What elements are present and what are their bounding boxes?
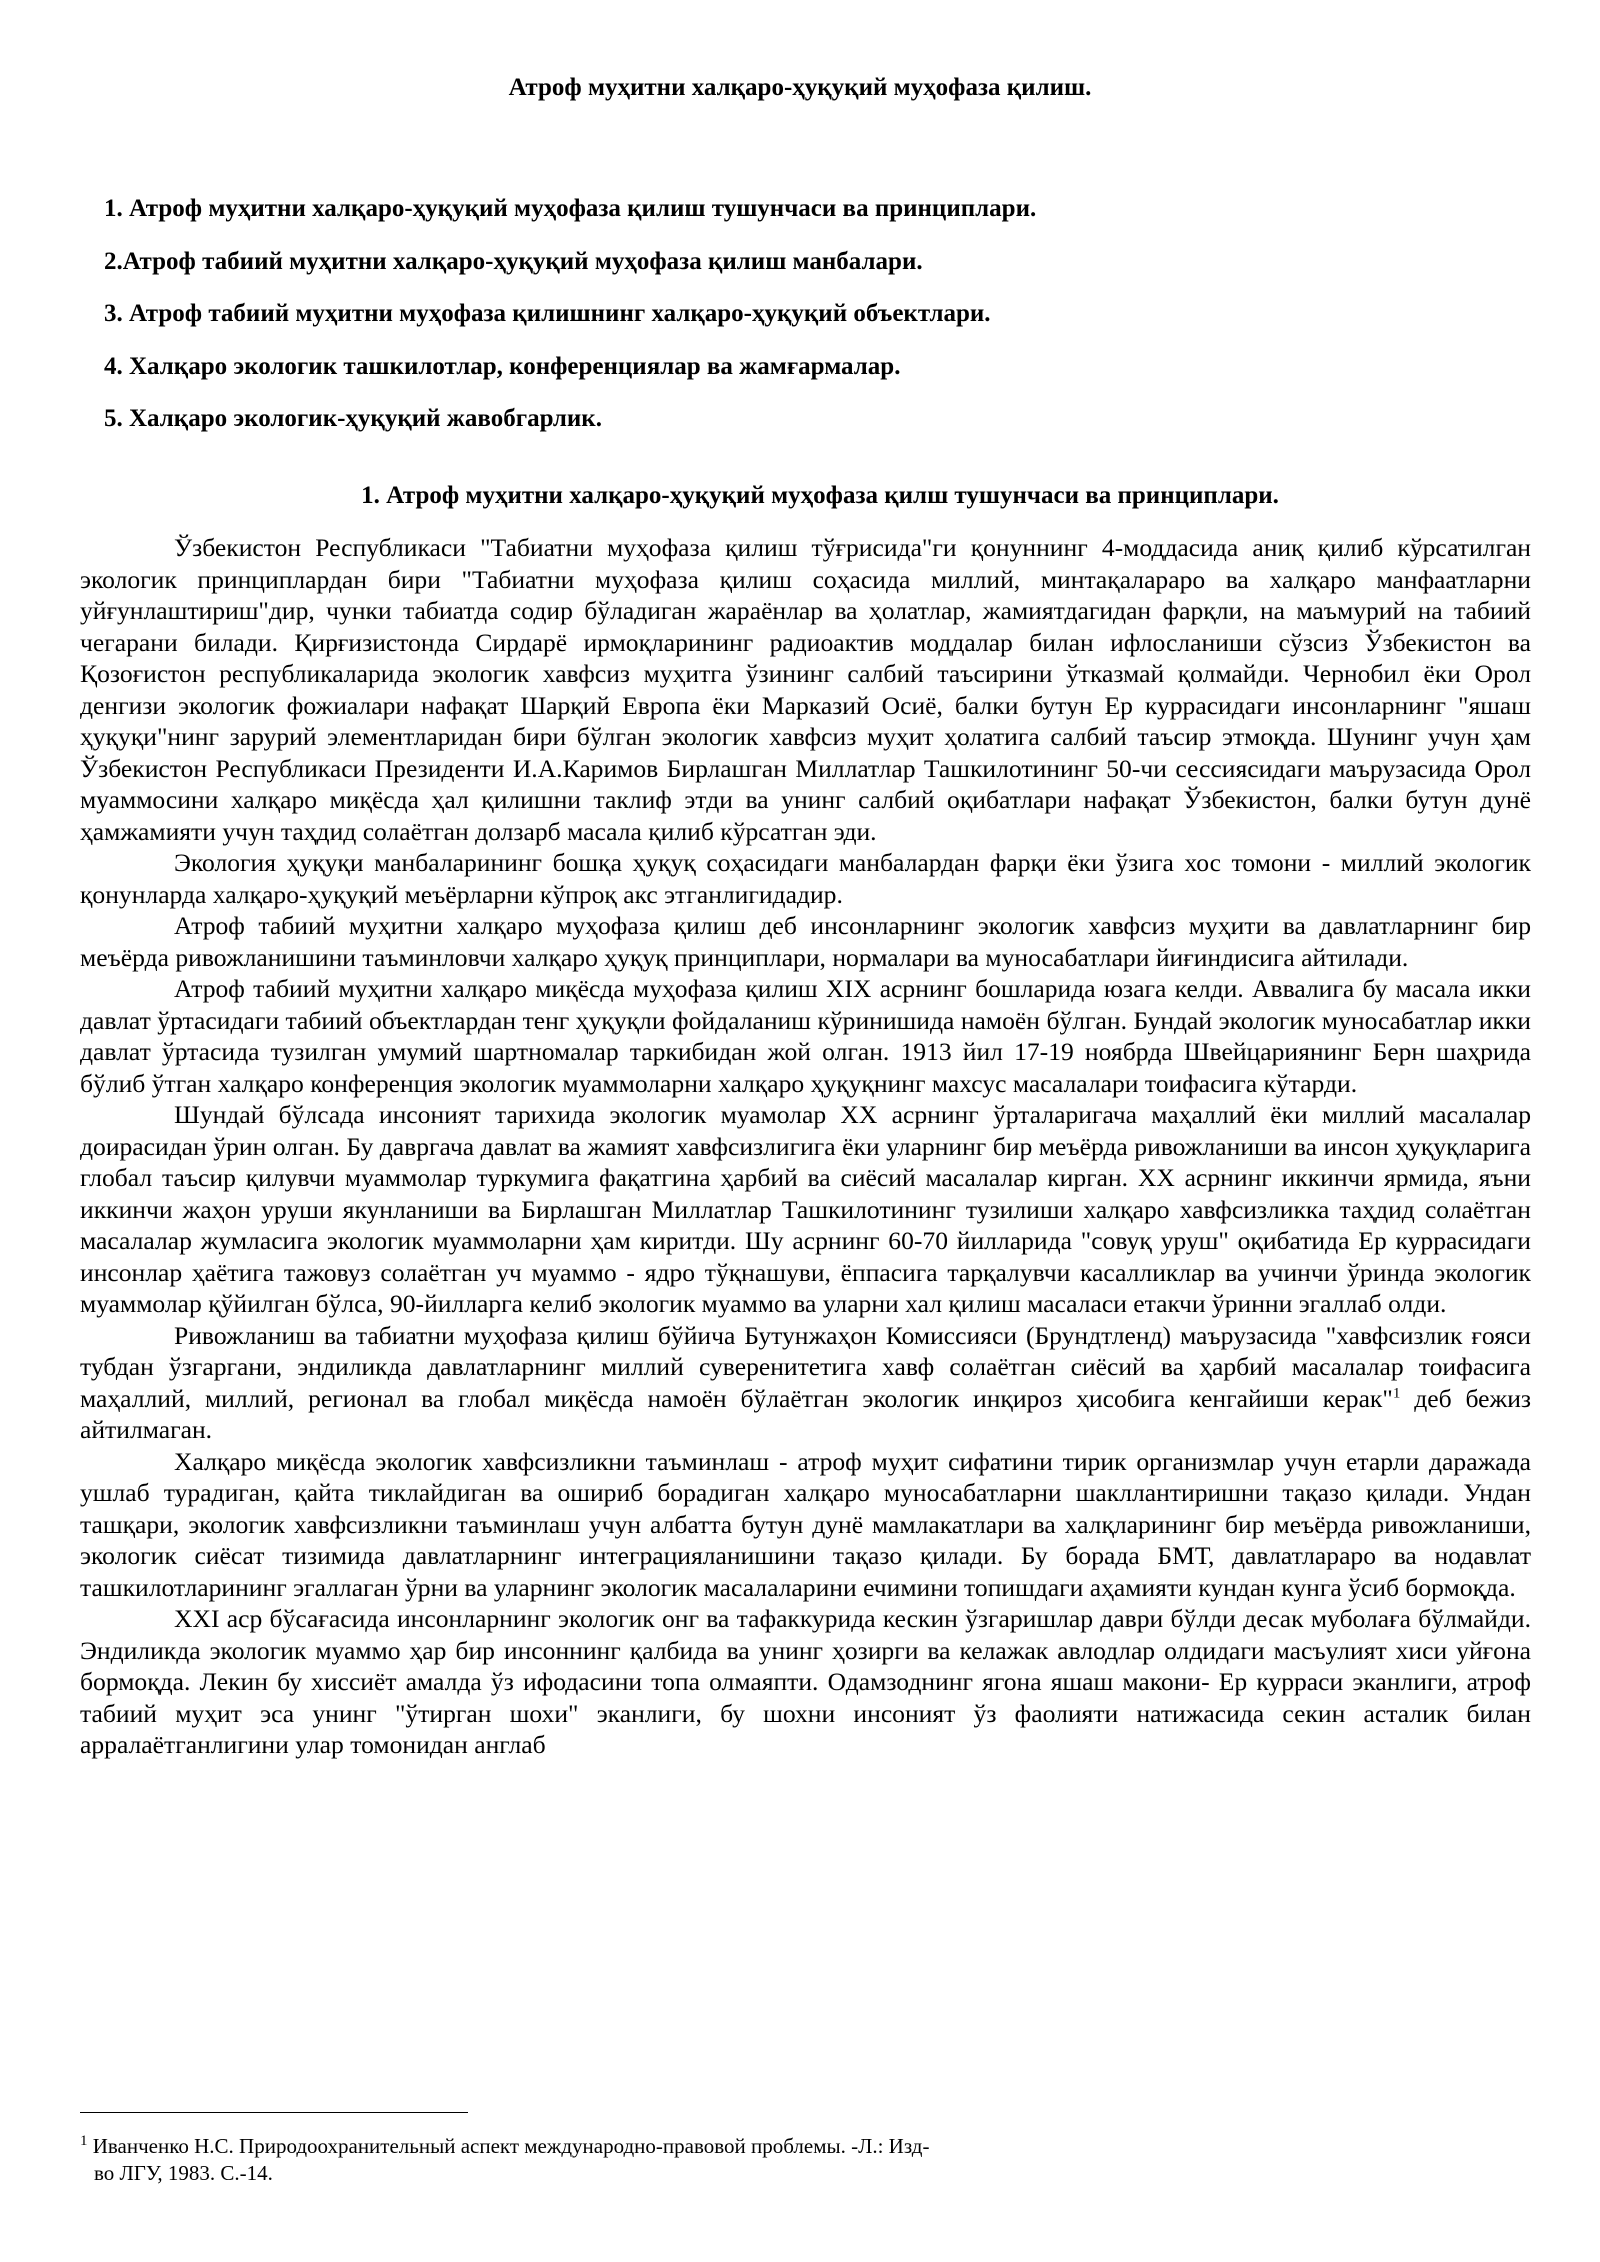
document-title: Атроф муҳитни халқаро-ҳуқуқий муҳофаза қилиш.: [508, 74, 1092, 101]
toc-item: 5. Халқаро экологик-ҳуқуқий жавобгарлик.: [104, 405, 602, 432]
paragraph: Ўзбекистон Республикаси "Табиатни муҳофаза қилиш тўғрисида"ги қонуннинг 4-моддасида аниқ қилиб кўрсатилган экологик принциплардан бири "Табиатни муҳофаза қилиш соҳасида миллий, минтақалараро ва халқаро манфаатларни уйғунлаштириш"дир, чунки табиатда содир бўладиган жараёнлар ва ҳолатлар, жамиятдагидан фарқли, на маъмурий на табиий чегарани билади. Қирғизистонда Сирдарё ирмоқларининг радиоактив моддалар билан ифлосланиши сўзсиз Ўзбекистон ва Қозоғистон республикаларида экологик хавфсиз муҳитга ўзининг салбий таъсирини ўтказмай қолмайди. Чернобил ёки Орол денгизи экологик фожиалари нафақат Шарқий Европа ёки Марказий Осиё, балки бутун Ер куррасидаги инсонларнинг "яшаш ҳуқуқи"нинг зарурий элементларидан бири бўлган экологик хавфсиз муҳит ҳолатига салбий таъсир этмоқда. Шунинг учун ҳам Ўзбекистон Республикаси Президенти И.А.Каримов Бирлашган Миллатлар Ташкилотининг 50-чи сессиясидаги маърузасида Орол муаммосини халқаро миқёсда ҳал қилишни таклиф этди ва унинг салбий оқибатлари нафақат Ўзбекистон, балки бутун дунё ҳамжамияти учун таҳдид солаётган долзарб масала қилиб кўрсатган эди.: [80, 533, 1531, 846]
paragraph-with-footnote: [80, 1320, 1531, 1446]
paragraph: XXI аср бўсағасида инсонларнинг экологик онг ва тафаккурида кескин ўзгаришлар даври бўлди десак муболаға бўлмайди. Эндиликда экологик муаммо ҳар бир инсоннинг қалбида ва унинг ҳозирги ва келажак авлодлар олдидаги масъулият хиси уйғона бормоқда. Лекин бу хиссиёт амалда ўз ифодасини топа олмаяпти. Одамзоднинг ягона яшаш макони- Ер курраси эканлиги, атроф табиий муҳит эса унинг "ўтирган шохи" эканлиги, бу шохни инсоният ўз фаолияти натижасида секин асталик билан арралаётганлигини улар томонидан англаб: [80, 1604, 1531, 1759]
paragraph: Халқаро миқёсда экологик хавфсизликни таъминлаш - атроф муҳит сифатини тирик организмлар учун етарли даражада ушлаб турадиган, қайта тиклайдиган ва ошириб борадиган халқаро муносабатларни шакллантиришни тақазо қилади. Ундан ташқари, экологик хавфсизликни таъминлаш учун албатта бутун дунё мамлакатлари ва халқларининг бир меъёрда ривожланиши, экологик сиёсат тизимида давлатларнинг интеграцияланишини тақазо қилади. Бу борада БМТ, давлатлараро ва нодавлат ташкилотларининг эгаллаган ўрни ва уларнинг экологик масалаларини ечимини топишдаги аҳамияти кундан кунга ўсиб бормоқда.: [80, 1446, 1531, 1602]
body-text: [80, 532, 1531, 1761]
table-of-contents: [104, 193, 1504, 456]
paragraph: Атроф табиий муҳитни халқаро миқёсда муҳофаза қилиш XIX асрнинг бошларида юзага келди. Аввалига бу масала икки давлат ўртасидаги табиий объектлардан тенг ҳуқуқли фойдаланиш кўринишида намоён бўлган. Бундай экологик муносабатлар икки давлат ўртасида тузилган умумий шартномалар таркибидан жой олган. 1913 йил 17-19 ноябрда Швейцариянинг Берн шаҳрида бўлиб ўтган халқаро конференция экологик муаммоларни халқаро ҳуқуқнинг махсус масалалари тоифасига кўтарди.: [80, 974, 1531, 1098]
footnote-divider: [80, 2112, 468, 2113]
section-heading: 1. Атроф муҳитни халқаро-ҳуқуқий муҳофаза қилш тушунчаси ва принциплари.: [361, 482, 1279, 509]
toc-item: 2.Атроф табиий муҳитни халқаро-ҳуқуқий муҳофаза қилиш манбалари.: [104, 247, 923, 275]
toc-item: 4. Халқаро экологик ташкилотлар, конференциялар ва жамғармалар.: [104, 352, 901, 380]
paragraph-text: Ривожланиш ва табиатни муҳофаза қилиш бўйича Бутунжаҳон Комиссияси (Брундтленд) маърузасида "хавфсизлик ғояси тубдан ўзгаргани, эндиликда давлатларнинг миллий суверенитетига хавф солаётган сиёсий ва ҳарбий масалалар тоифасига маҳаллий, миллий, регионал ва глобал миқёсда намоён бўлаётган экологик инқироз ҳисобига кенгайиши керак": [80, 1320, 1531, 1413]
paragraph: Шундай бўлсада инсоният тарихида экологик муамолар XX асрнинг ўрталаригача маҳаллий ёки миллий масалалар доирасидан ўрин олган. Бу давргача давлат ва жамият хавфсизлигига ёки уларнинг бир меъёрда ривожланиши ва инсон ҳуқуқларига глобал таъсир қилувчи муаммолар туркумига фақатгина ҳарбий ва сиёсий масалалар кирган. XX асрнинг иккинчи ярмида, яъни иккинчи жаҳон уруши якунланиши ва Бирлашган Миллатлар Ташкилотининг тузилиши халқаро хавфсизликка таҳдид солаётган масалалар жумласига экологик муаммоларни ҳам киритди. Шу асрнинг 60-70 йилларида "совуқ уруш" оқибатида Ер куррасидаги инсонлар ҳаётига тажовуз солаётган уч муаммо - ядро тўқнашуви, ёппасига тарқалувчи касалликлар ва учинчи ўринда экологик муаммолар қўйилган бўлса, 90-йилларга келиб экологик муаммо ва уларни хал қилиш масаласи етакчи ўринни эгаллаб олди.: [80, 1100, 1531, 1318]
footnote-text-line2: во ЛГУ, 1983. С.-14.: [94, 2161, 273, 2185]
footnote-reference[interactable]: 1: [1392, 1384, 1401, 1401]
footnote-text-line1: Иванченко Н.С. Природоохранительный аспект международно-правовой проблемы. -Л.: Изд-: [92, 2134, 930, 2158]
paragraph: Атроф табиий муҳитни халқаро муҳофаза қилиш деб инсонларнинг экологик хавфсиз муҳити ва давлатларнинг бир меъёрда ривожланишини таъминловчи халқаро ҳуқуқ принциплари, нормалари ва муносабатлари йиғиндисига айтилади.: [80, 911, 1531, 972]
paragraph: Экология ҳуқуқи манбаларининг бошқа ҳуқуқ соҳасидаги манбалардан фарқи ёки ўзига хос томони - миллий экологик қонунларда халқаро-ҳуқуқий меъёрларни кўпроқ акс этганлигидадир.: [80, 848, 1531, 909]
footnote-number: 1: [80, 2133, 88, 2149]
toc-item: 3. Атроф табиий муҳитни муҳофаза қилишнинг халқаро-ҳуқуқий объектлари.: [104, 300, 991, 327]
footnote: [80, 2133, 1260, 2187]
paragraph-text-tail: деб бежиз айтилмаган.: [80, 1383, 1532, 1444]
toc-item: 1. Атроф муҳитни халқаро-ҳуқуқий муҳофаза қилиш тушунчаси ва принциплари.: [104, 195, 1037, 222]
